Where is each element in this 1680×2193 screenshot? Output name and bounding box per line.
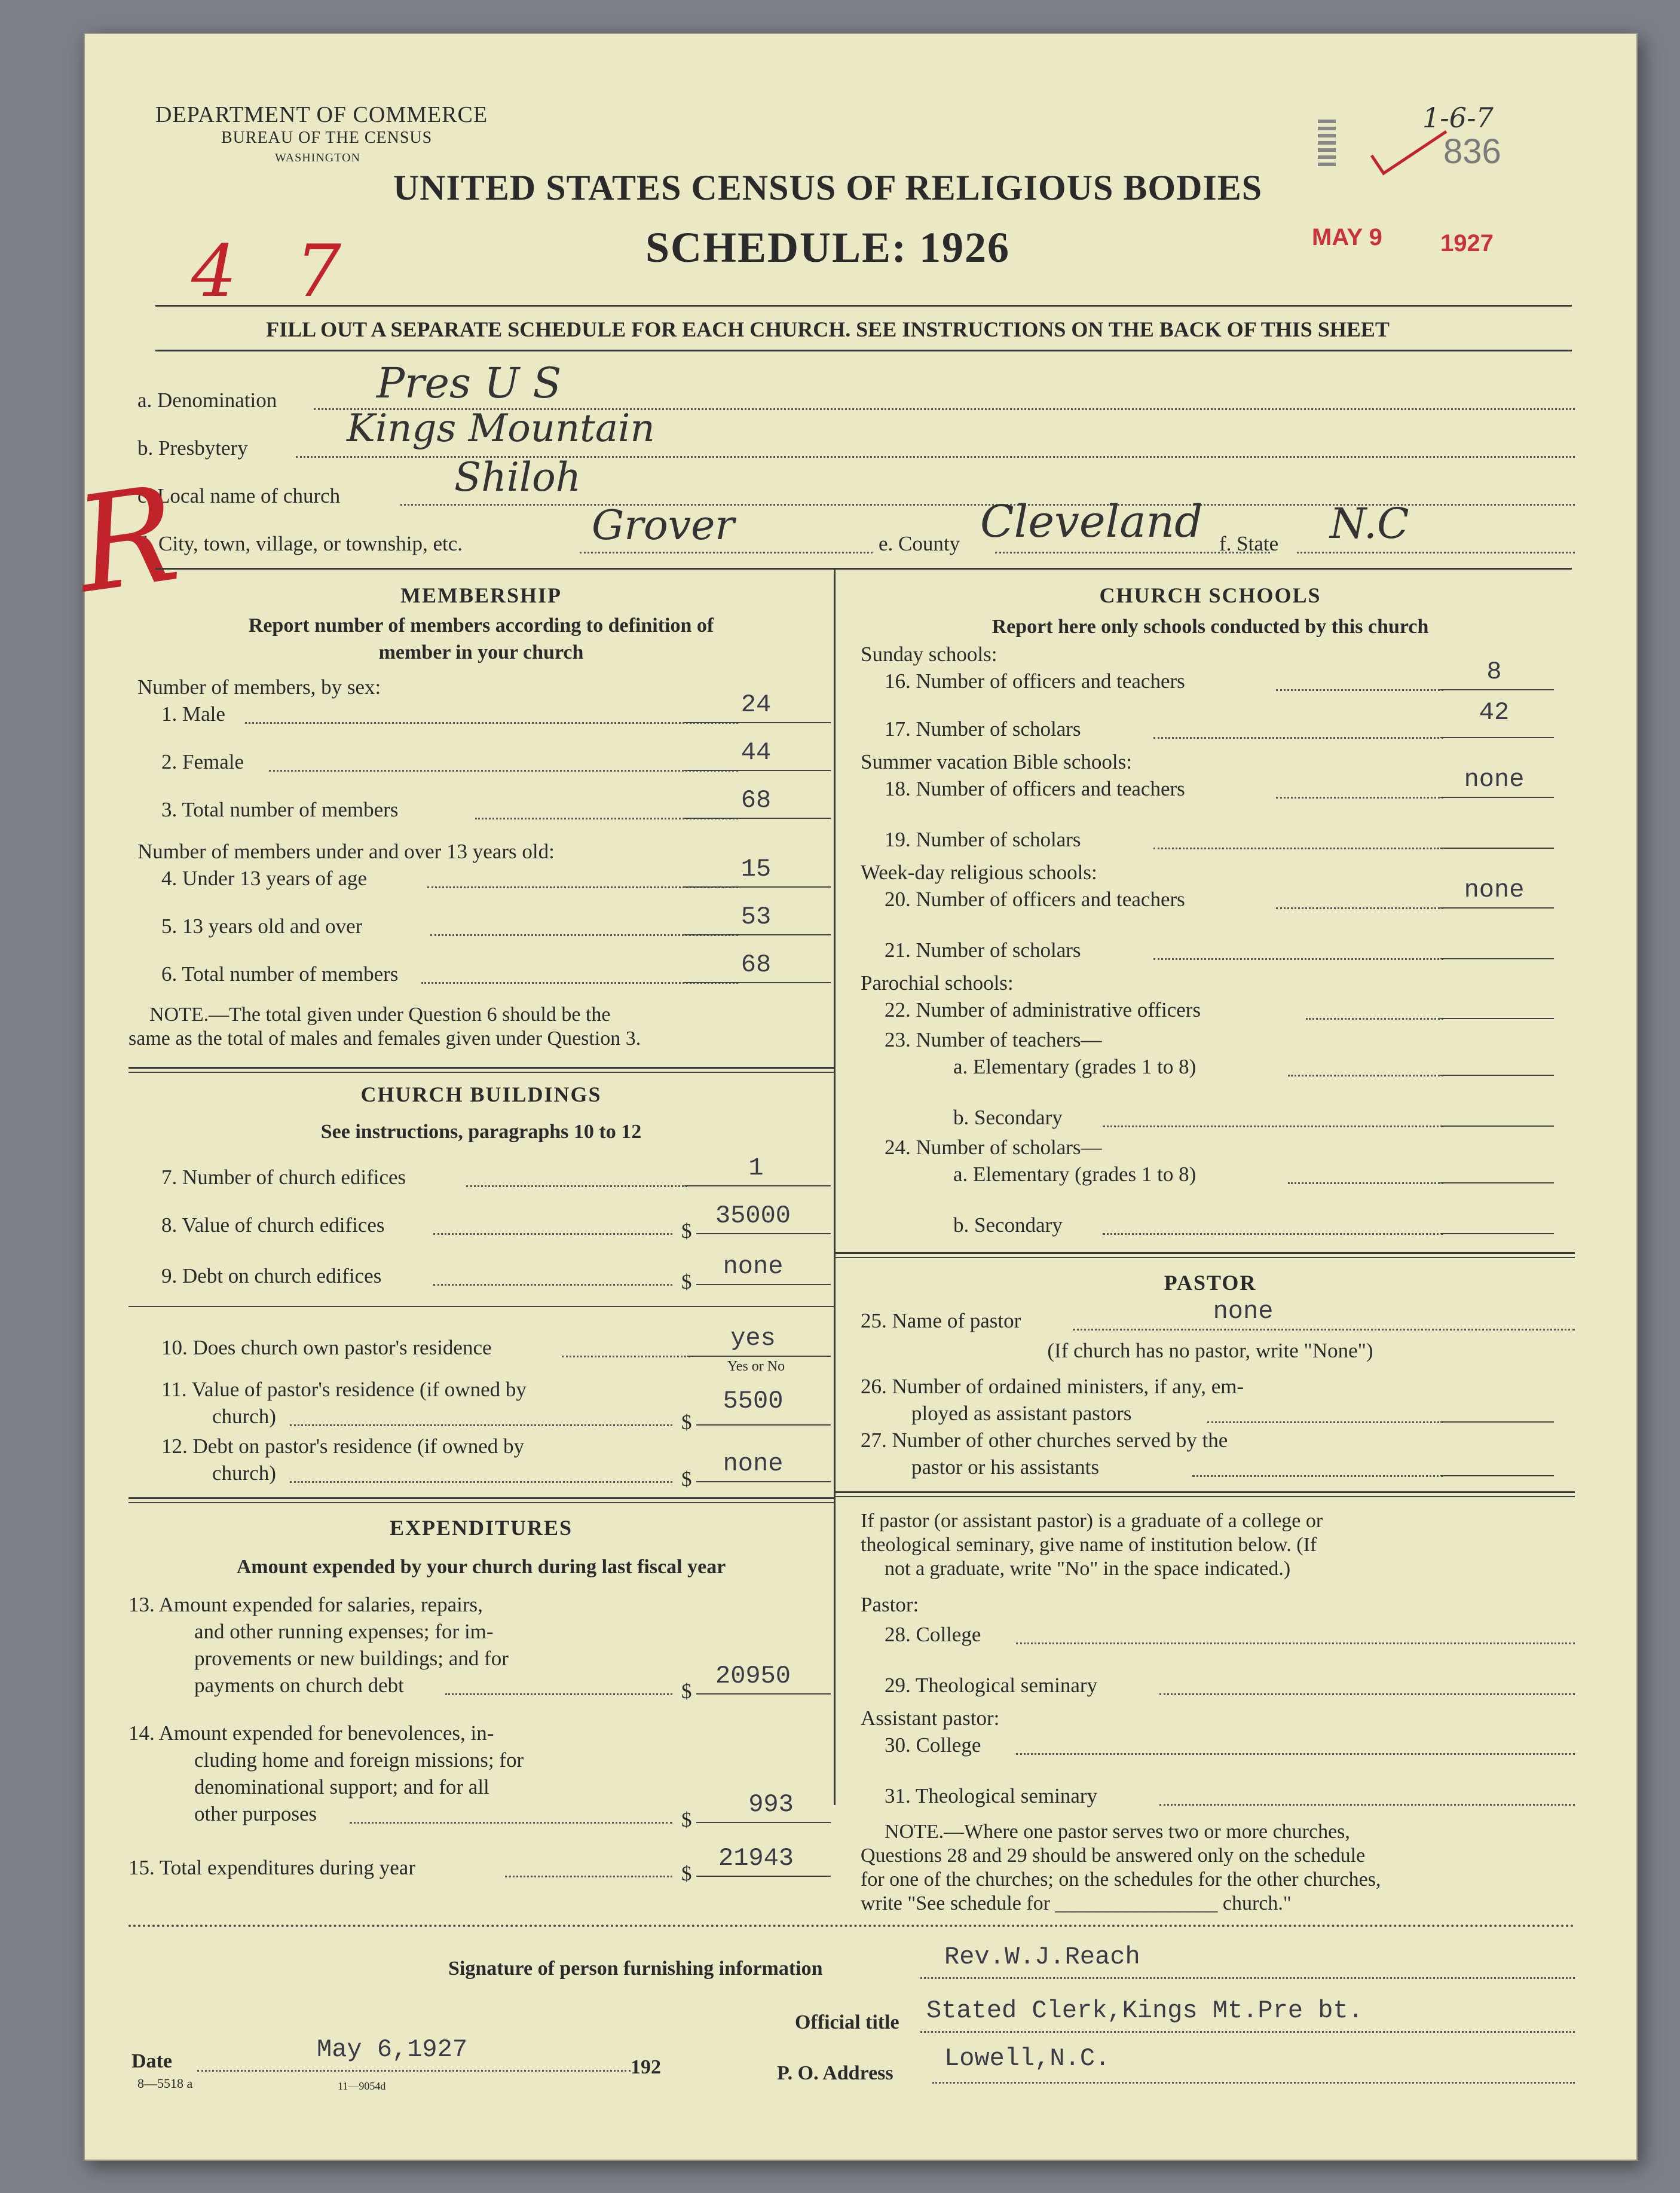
graduate-instruction-line-2: theological seminary, give name of institution below. (If bbox=[861, 1534, 1317, 1556]
q14-label-line-1: 14. Amount expended for benevolences, in- bbox=[128, 1721, 494, 1745]
q15-dollar: $ bbox=[681, 1862, 692, 1885]
census-schedule-sheet bbox=[67, 33, 1638, 2161]
county-label: e. County bbox=[879, 532, 960, 555]
bureau-city: WASHINGTON bbox=[275, 151, 360, 164]
local-name-label: c. Local name of church bbox=[137, 484, 341, 507]
q20-value: none bbox=[1464, 876, 1525, 904]
q24b-label: b. Secondary bbox=[953, 1213, 1063, 1237]
membership-subtitle-1: Report number of members according to definition of bbox=[248, 614, 714, 637]
pastor-note-line-3: for one of the churches; on the schedules for the other churches, bbox=[861, 1868, 1381, 1891]
typed-file-number: 836 bbox=[1443, 132, 1501, 171]
q25-value: none bbox=[1213, 1297, 1274, 1326]
q4-value: 15 bbox=[740, 855, 772, 883]
q25-label: 25. Name of pastor bbox=[861, 1309, 1021, 1332]
buildings-heading: CHURCH BUILDINGS bbox=[360, 1082, 602, 1106]
q14-label-line-4: other purposes bbox=[194, 1802, 317, 1825]
form-title: UNITED STATES CENSUS OF RELIGIOUS BODIES bbox=[393, 168, 1263, 207]
print-number: 11—9054d bbox=[338, 2080, 386, 2092]
q10-value: yes bbox=[730, 1324, 776, 1353]
q27-label-line-2: pastor or his assistants bbox=[911, 1455, 1100, 1479]
pastor-subheading: Pastor: bbox=[861, 1593, 919, 1616]
pastor-note-line-2: Questions 28 and 29 should be answered only on the schedule bbox=[861, 1845, 1366, 1867]
q11-label-line-1: 11. Value of pastor's residence (if owned by bbox=[161, 1378, 527, 1401]
q13-label-line-1: 13. Amount expended for salaries, repairs, bbox=[128, 1593, 483, 1616]
q5-label: 5. 13 years old and over bbox=[161, 914, 363, 938]
expenditures-heading: EXPENDITURES bbox=[389, 1516, 573, 1540]
q16-label: 16. Number of officers and teachers bbox=[885, 669, 1185, 693]
q26-label-line-1: 26. Number of ordained ministers, if any, em- bbox=[861, 1375, 1244, 1398]
state-value: N.C bbox=[1330, 499, 1409, 548]
presbytery-value: Kings Mountain bbox=[347, 406, 655, 451]
q14-value: 993 bbox=[748, 1790, 794, 1819]
q21-label: 21. Number of scholars bbox=[885, 938, 1081, 962]
red-handwritten-number: 4 7 bbox=[191, 230, 359, 313]
q12-value: none bbox=[723, 1449, 784, 1478]
po-address-label: P. O. Address bbox=[777, 2062, 893, 2084]
presbytery-label: b. Presbytery bbox=[137, 436, 248, 460]
q3-label: 3. Total number of members bbox=[161, 798, 399, 821]
q22-label: 22. Number of administrative officers bbox=[885, 998, 1201, 1021]
q28-label: 28. College bbox=[885, 1623, 981, 1646]
q24-label: 24. Number of scholars— bbox=[885, 1136, 1102, 1159]
q30-label: 30. College bbox=[885, 1733, 981, 1757]
q8-value: 35000 bbox=[715, 1201, 791, 1230]
received-stamp-date: MAY 9 bbox=[1312, 224, 1382, 250]
yes-or-no-hint: Yes or No bbox=[727, 1359, 785, 1374]
signature-label: Signature of person furnishing information bbox=[448, 1958, 823, 1980]
schedule-title: SCHEDULE: 1926 bbox=[645, 224, 1011, 271]
q9-label: 9. Debt on church edifices bbox=[161, 1264, 382, 1287]
pastor-note-line-4: write "See schedule for ________________ church." bbox=[861, 1892, 1292, 1914]
perforation-stamp-mark bbox=[1318, 120, 1336, 167]
q14-dollar: $ bbox=[681, 1808, 692, 1831]
parochial-schools-label: Parochial schools: bbox=[861, 971, 1014, 995]
red-check-mark bbox=[1369, 129, 1452, 182]
q25-hint: (If church has no pastor, write "None") bbox=[1047, 1339, 1373, 1362]
form-number: 8—5518 a bbox=[137, 2076, 193, 2091]
county-value: Cleveland bbox=[980, 496, 1203, 548]
q12-label-line-2: church) bbox=[212, 1461, 276, 1485]
graduate-instruction-line-3: not a graduate, write "No" in the space indicated.) bbox=[885, 1558, 1291, 1580]
fill-out-instruction: FILL OUT A SEPARATE SCHEDULE FOR EACH CHURCH. SEE INSTRUCTIONS ON THE BACK OF THIS SHEET bbox=[266, 317, 1390, 341]
q7-label: 7. Number of church edifices bbox=[161, 1166, 406, 1189]
q6-value: 68 bbox=[740, 950, 772, 979]
membership-heading: MEMBERSHIP bbox=[400, 583, 562, 607]
graduate-instruction-line-1: If pastor (or assistant pastor) is a graduate of a college or bbox=[861, 1510, 1323, 1532]
date-value: May 6,1927 bbox=[317, 2035, 468, 2064]
q8-label: 8. Value of church edifices bbox=[161, 1213, 385, 1237]
department-name: DEPARTMENT OF COMMERCE bbox=[155, 102, 488, 127]
q29-label: 29. Theological seminary bbox=[885, 1674, 1098, 1697]
members-by-sex-label: Number of members, by sex: bbox=[137, 675, 381, 699]
official-title-value: Stated Clerk,Kings Mt.Pre bt. bbox=[926, 1996, 1363, 2025]
q11-label-line-2: church) bbox=[212, 1405, 276, 1428]
q13-dollar: $ bbox=[681, 1680, 692, 1703]
q10-label: 10. Does church own pastor's residence bbox=[161, 1336, 492, 1359]
q23-label: 23. Number of teachers— bbox=[885, 1028, 1102, 1051]
weekday-schools-label: Week-day religious schools: bbox=[861, 861, 1097, 884]
pastor-heading: PASTOR bbox=[1164, 1271, 1257, 1295]
q14-label-line-3: denominational support; and for all bbox=[194, 1775, 489, 1799]
assistant-pastor-subheading: Assistant pastor: bbox=[861, 1706, 1000, 1730]
q15-value: 21943 bbox=[718, 1844, 794, 1873]
q6-label: 6. Total number of members bbox=[161, 962, 399, 986]
q7-value: 1 bbox=[748, 1154, 764, 1182]
bureau-name: BUREAU OF THE CENSUS bbox=[221, 129, 433, 147]
handwritten-file-number: 1-6-7 bbox=[1422, 102, 1494, 134]
po-address-value: Lowell,N.C. bbox=[944, 2044, 1110, 2073]
q24a-label: a. Elementary (grades 1 to 8) bbox=[953, 1163, 1196, 1186]
q23a-label: a. Elementary (grades 1 to 8) bbox=[953, 1055, 1196, 1078]
q2-value: 44 bbox=[740, 738, 772, 767]
membership-subtitle-2: member in your church bbox=[378, 641, 584, 663]
schools-subtitle: Report here only schools conducted by this church bbox=[992, 616, 1429, 638]
pastor-note-line-1: NOTE.—Where one pastor serves two or more churches, bbox=[885, 1821, 1350, 1843]
membership-note-line-1: NOTE.—The total given under Question 6 should be the bbox=[149, 1004, 611, 1026]
q2-label: 2. Female bbox=[161, 750, 244, 773]
q17-value: 42 bbox=[1479, 698, 1510, 727]
red-handwritten-r: R bbox=[67, 457, 187, 623]
q31-label: 31. Theological seminary bbox=[885, 1784, 1098, 1807]
q13-label-line-3: provements or new buildings; and for bbox=[194, 1647, 509, 1670]
q13-label-line-2: and other running expenses; for im- bbox=[194, 1620, 494, 1643]
buildings-subtitle: See instructions, paragraphs 10 to 12 bbox=[320, 1121, 642, 1143]
summer-schools-label: Summer vacation Bible schools: bbox=[861, 750, 1132, 773]
q15-label: 15. Total expenditures during year bbox=[128, 1856, 415, 1879]
date-year-suffix: 192 bbox=[631, 2056, 661, 2078]
q17-label: 17. Number of scholars bbox=[885, 717, 1081, 741]
q9-value: none bbox=[723, 1252, 784, 1281]
q19-label: 19. Number of scholars bbox=[885, 828, 1081, 851]
q1-label: 1. Male bbox=[161, 702, 225, 726]
q12-dollar: $ bbox=[681, 1467, 692, 1491]
q20-label: 20. Number of officers and teachers bbox=[885, 888, 1185, 911]
q11-dollar: $ bbox=[681, 1411, 692, 1434]
sunday-schools-label: Sunday schools: bbox=[861, 643, 997, 666]
q18-value: none bbox=[1464, 765, 1525, 794]
members-by-age-label: Number of members under and over 13 years old: bbox=[137, 840, 555, 863]
q16-value: 8 bbox=[1486, 657, 1502, 686]
denomination-value: Pres U S bbox=[377, 359, 562, 408]
q9-dollar: $ bbox=[681, 1270, 692, 1293]
q5-value: 53 bbox=[740, 903, 772, 931]
state-label: f. State bbox=[1219, 532, 1279, 555]
local-name-value: Shiloh bbox=[454, 454, 582, 500]
expenditures-subtitle: Amount expended by your church during last fiscal year bbox=[236, 1556, 726, 1578]
q14-label-line-2: cluding home and foreign missions; for bbox=[194, 1748, 524, 1772]
q12-label-line-1: 12. Debt on pastor's residence (if owned by bbox=[161, 1435, 524, 1458]
schools-heading: CHURCH SCHOOLS bbox=[1099, 583, 1321, 607]
denomination-label: a. Denomination bbox=[137, 389, 277, 412]
date-label: Date bbox=[131, 2050, 172, 2072]
q1-value: 24 bbox=[740, 690, 772, 719]
city-label: d. City, town, village, or township, etc. bbox=[137, 532, 463, 555]
q23b-label: b. Secondary bbox=[953, 1106, 1063, 1129]
city-value: Grover bbox=[592, 502, 735, 549]
membership-note-line-2: same as the total of males and females given under Question 3. bbox=[128, 1027, 641, 1050]
official-title-label: Official title bbox=[795, 2011, 899, 2033]
q11-value: 5500 bbox=[723, 1387, 784, 1415]
q27-label-line-1: 27. Number of other churches served by the bbox=[861, 1429, 1228, 1452]
q4-label: 4. Under 13 years of age bbox=[161, 867, 368, 890]
received-stamp-year: 1927 bbox=[1440, 230, 1494, 256]
signature-value: Rev.W.J.Reach bbox=[944, 1943, 1140, 1971]
q3-value: 68 bbox=[740, 786, 772, 815]
q26-label-line-2: ployed as assistant pastors bbox=[911, 1402, 1132, 1425]
q8-dollar: $ bbox=[681, 1219, 692, 1243]
q13-value: 20950 bbox=[715, 1662, 791, 1690]
q13-label-line-4: payments on church debt bbox=[194, 1674, 404, 1697]
q18-label: 18. Number of officers and teachers bbox=[885, 777, 1185, 800]
